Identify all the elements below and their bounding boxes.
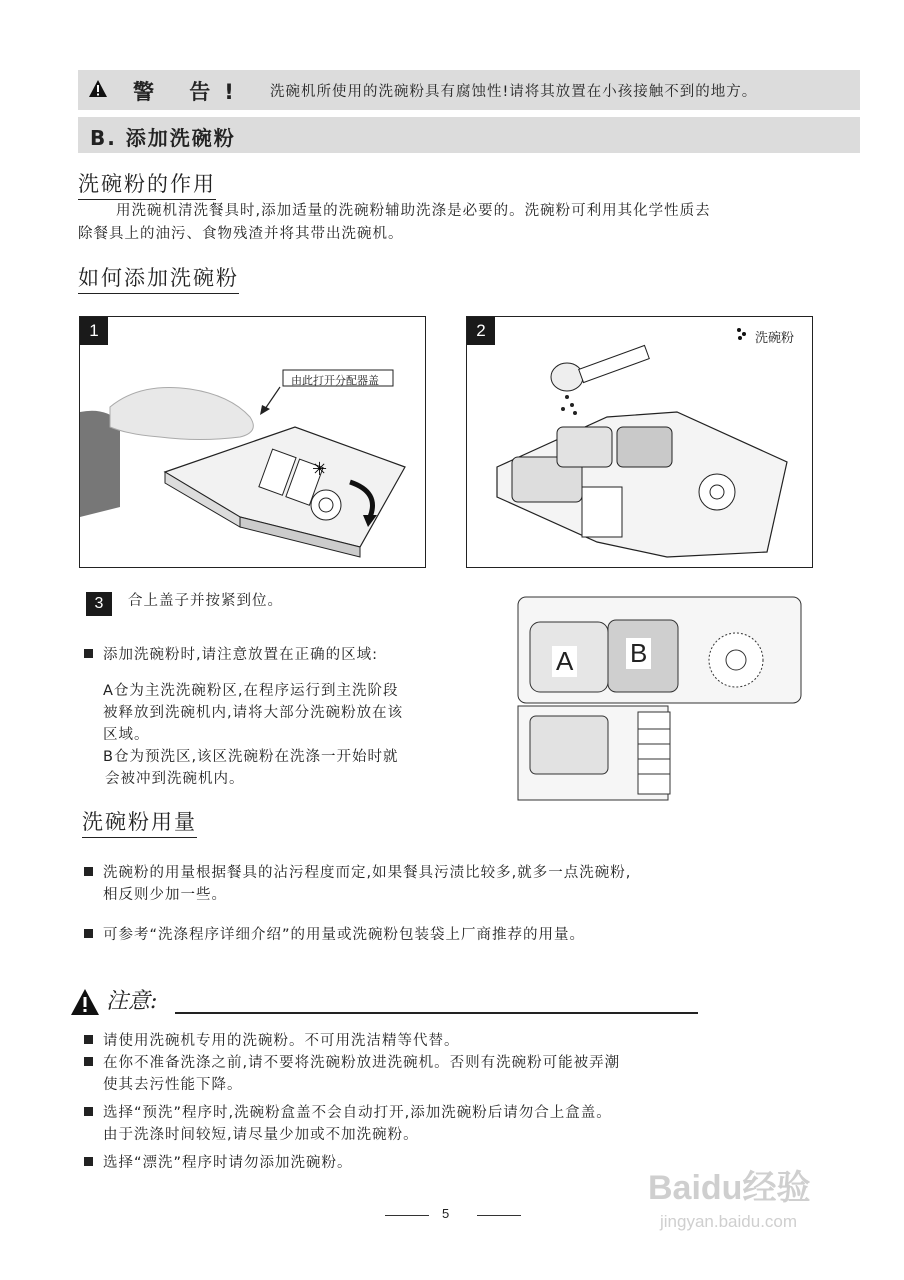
warning-message: 洗碗机所使用的洗碗粉具有腐蚀性!请将其放置在小孩接触不到的地方。 <box>270 84 758 100</box>
compartment-a-label: A <box>552 646 577 677</box>
warning-icon <box>88 79 108 99</box>
amount-bullet-2 <box>84 924 585 946</box>
purpose-text-line2: 除餐具上的油污、食物残渣并将其带出洗碗机。 <box>78 226 404 242</box>
bullet-icon <box>84 929 93 938</box>
note-divider <box>175 1012 698 1014</box>
zone-a-line: 被释放到洗碗机内,请将大部分洗碗粉放在该 <box>103 705 404 721</box>
note-3-line2: 由于洗涤时间较短,请尽量少加或不加洗碗粉。 <box>103 1127 419 1143</box>
step-3-text: 合上盖子并按紧到位。 <box>128 593 283 609</box>
note-2 <box>84 1052 620 1096</box>
page-number: 5 <box>442 1206 450 1221</box>
amount-bullet-1-line2: 相反则少加一些。 <box>103 887 227 903</box>
bullet-icon <box>84 649 93 658</box>
svg-text:✳: ✳ <box>312 459 328 480</box>
detergent-scoop-illustration <box>467 317 812 567</box>
zone-b-line: 会被冲到洗碗机内。 <box>105 771 245 787</box>
zone-b-line: B仓为预洗区,该区洗碗粉在洗涤一开始时就 <box>103 749 399 765</box>
detergent-granules-icon <box>735 327 749 341</box>
bullet-icon <box>84 1157 93 1166</box>
bullet-icon <box>84 867 93 876</box>
section-header <box>78 117 860 153</box>
footer-rule-right <box>477 1215 521 1216</box>
caution-icon <box>70 988 100 1016</box>
bullet-icon <box>84 1035 93 1044</box>
note-1-text: 请使用洗碗机专用的洗碗粉。不可用洗洁精等代替。 <box>103 1033 460 1049</box>
note-4 <box>84 1152 353 1174</box>
amount-bullet-2-text: 可参考“洗涤程序详细介绍”的用量或洗碗粉包装袋上厂商推荐的用量。 <box>103 927 586 943</box>
section-title: B. 添加洗碗粉 <box>90 126 236 150</box>
figure-3-compartments <box>516 594 803 802</box>
figure-1-open-dispenser <box>79 316 426 568</box>
zone-bullet-text: 添加洗碗粉时,请注意放置在正确的区域: <box>103 647 378 663</box>
zone-a-line: 区域。 <box>103 727 150 743</box>
warning-banner <box>78 70 860 110</box>
zone-bullet <box>84 644 378 666</box>
warning-title: 警 告! <box>133 80 248 104</box>
figure-2-add-detergent <box>466 316 813 568</box>
note-3-line1: 选择“预洗”程序时,洗碗粉盒盖不会自动打开,添加洗碗粉后请勿合上盒盖。 <box>103 1105 612 1121</box>
figure-2-number: 2 <box>467 317 495 345</box>
purpose-text-line1: 用洗碗机清洗餐具时,添加适量的洗碗粉辅助洗涤是必要的。洗碗粉可利用其化学性质去 <box>116 203 711 219</box>
note-1 <box>84 1030 460 1052</box>
step-3-number: 3 <box>86 592 112 616</box>
dispenser-open-illustration <box>80 317 425 567</box>
amount-bullet-1 <box>84 862 631 906</box>
note-2-line1: 在你不准备洗涤之前,请不要将洗碗粉放进洗碗机。否则有洗碗粉可能被弄潮 <box>103 1055 621 1071</box>
bullet-icon <box>84 1107 93 1116</box>
figure-2-legend: 洗碗粉 <box>755 331 795 346</box>
purpose-heading: 洗碗粉的作用 <box>78 168 216 200</box>
footer-rule-left <box>385 1215 429 1216</box>
bullet-icon <box>84 1057 93 1066</box>
howto-heading: 如何添加洗碗粉 <box>78 262 239 294</box>
note-3 <box>84 1102 612 1146</box>
figure-1-number: 1 <box>80 317 108 345</box>
zone-a-line: A仓为主洗洗碗粉区,在程序运行到主洗阶段 <box>103 683 399 699</box>
watermark-url: jingyan.baidu.com <box>660 1212 798 1231</box>
zone-a-description <box>103 680 403 790</box>
amount-heading: 洗碗粉用量 <box>82 806 197 838</box>
compartment-b-label: B <box>626 638 651 669</box>
figure-1-callout: 由此打开分配器盖 <box>291 374 379 387</box>
watermark-brand: Baidu经验 <box>648 1169 811 1207</box>
note-title: 注意: <box>106 989 158 1014</box>
note-4-text: 选择“漂洗”程序时请勿添加洗碗粉。 <box>103 1155 353 1171</box>
compartments-illustration <box>516 594 803 802</box>
amount-bullet-1-line1: 洗碗粉的用量根据餐具的沾污程度而定,如果餐具污渍比较多,就多一点洗碗粉, <box>103 865 632 881</box>
note-2-line2: 使其去污性能下降。 <box>103 1077 243 1093</box>
